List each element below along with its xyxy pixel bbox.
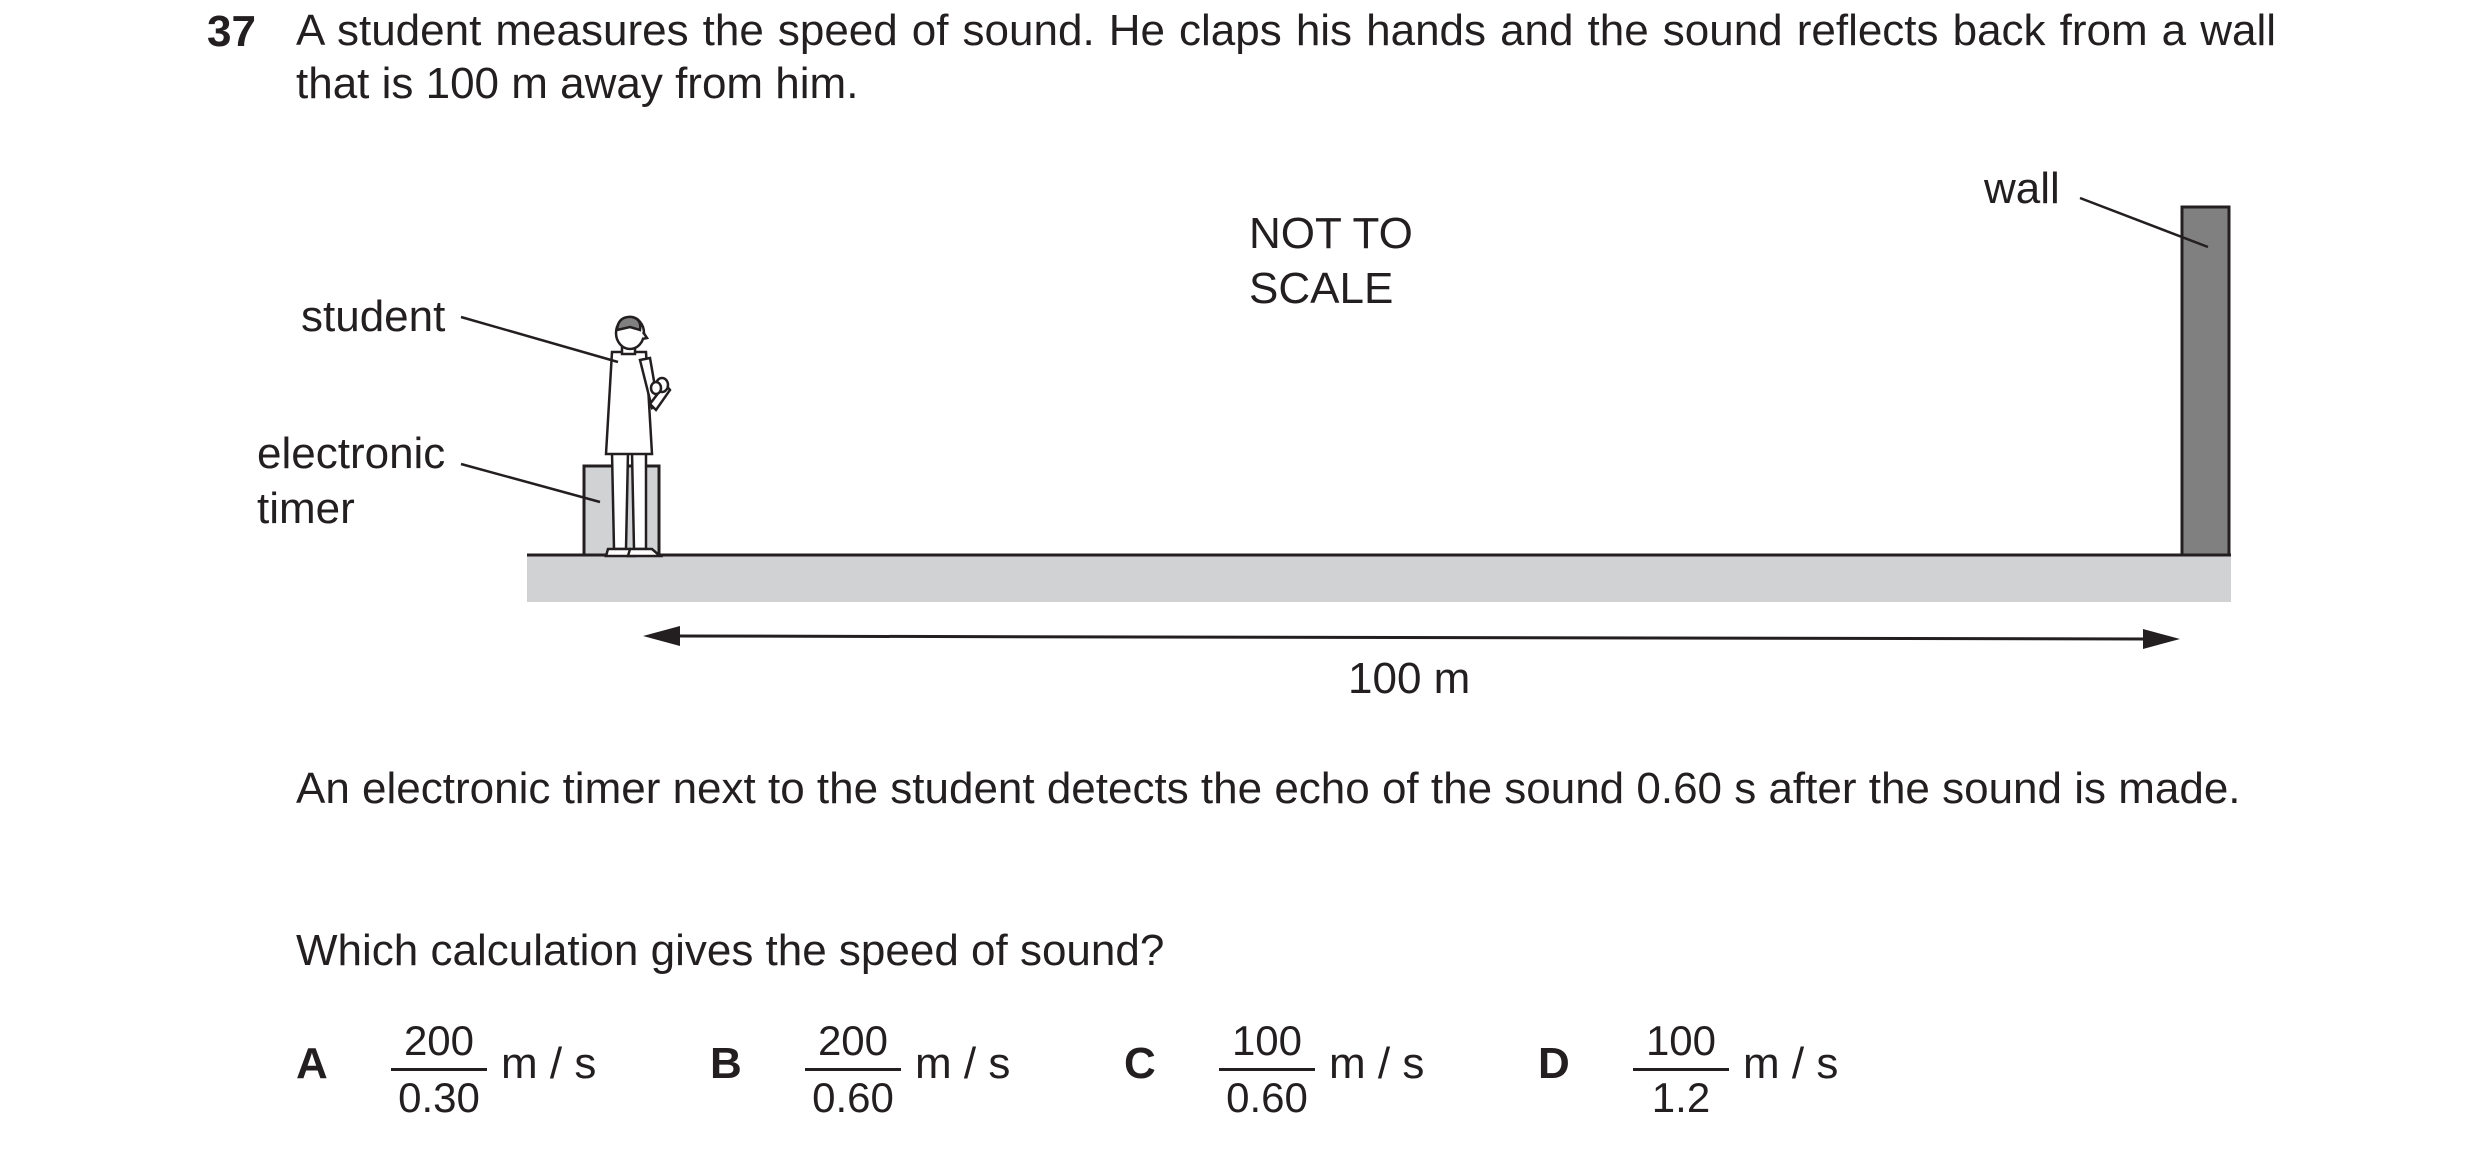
fraction-numerator: 100 [1219,1016,1315,1071]
option-fraction [805,1016,901,1123]
question-detail: An electronic timer next to the student detects the echo of the sound 0.60 s after the sound is made. [296,764,2241,813]
fraction-numerator: 200 [805,1016,901,1071]
arrowhead-left [643,626,680,646]
option-fraction [1219,1016,1315,1123]
option-letter: A [296,1039,328,1088]
fraction-numerator: 100 [1633,1016,1729,1071]
fraction-numerator: 200 [391,1016,487,1071]
option-letter: C [1124,1039,1156,1088]
option-unit: m / s [915,1039,1011,1088]
timer-label-line2: timer [257,484,355,533]
option-unit: m / s [1329,1039,1425,1088]
fraction-denominator: 0.60 [1226,1074,1308,1121]
option-unit: m / s [501,1039,597,1088]
scale-note-line2: SCALE [1249,264,1394,313]
option-fraction [391,1016,487,1123]
question-intro: A student measures the speed of sound. He claps his hands and the sound reflects back from a wall that is 100 m away from him. [296,6,2276,108]
fraction-denominator: 0.60 [812,1074,894,1121]
option-letter: D [1538,1039,1570,1088]
arrowhead-right [2143,629,2180,649]
ground [527,555,2231,602]
fraction-denominator: 1.2 [1651,1074,1711,1121]
fraction-denominator: 0.30 [398,1074,480,1121]
student-leader-line [461,317,618,362]
option-unit: m / s [1743,1039,1839,1088]
timer-label-line1: electronic [257,429,446,478]
distance-arrow-line [675,636,2148,639]
student-label: student [301,292,446,341]
question-number: 37 [207,7,256,56]
wall-label: wall [1984,164,2060,213]
distance-label: 100 m [1348,654,1471,703]
question-prompt: Which calculation gives the speed of sound? [296,926,1165,975]
scale-note-line1: NOT TO [1249,209,1413,258]
wall [2182,207,2229,555]
timer-leader-line [461,464,600,502]
option-fraction [1633,1016,1729,1123]
option-letter: B [710,1039,742,1088]
